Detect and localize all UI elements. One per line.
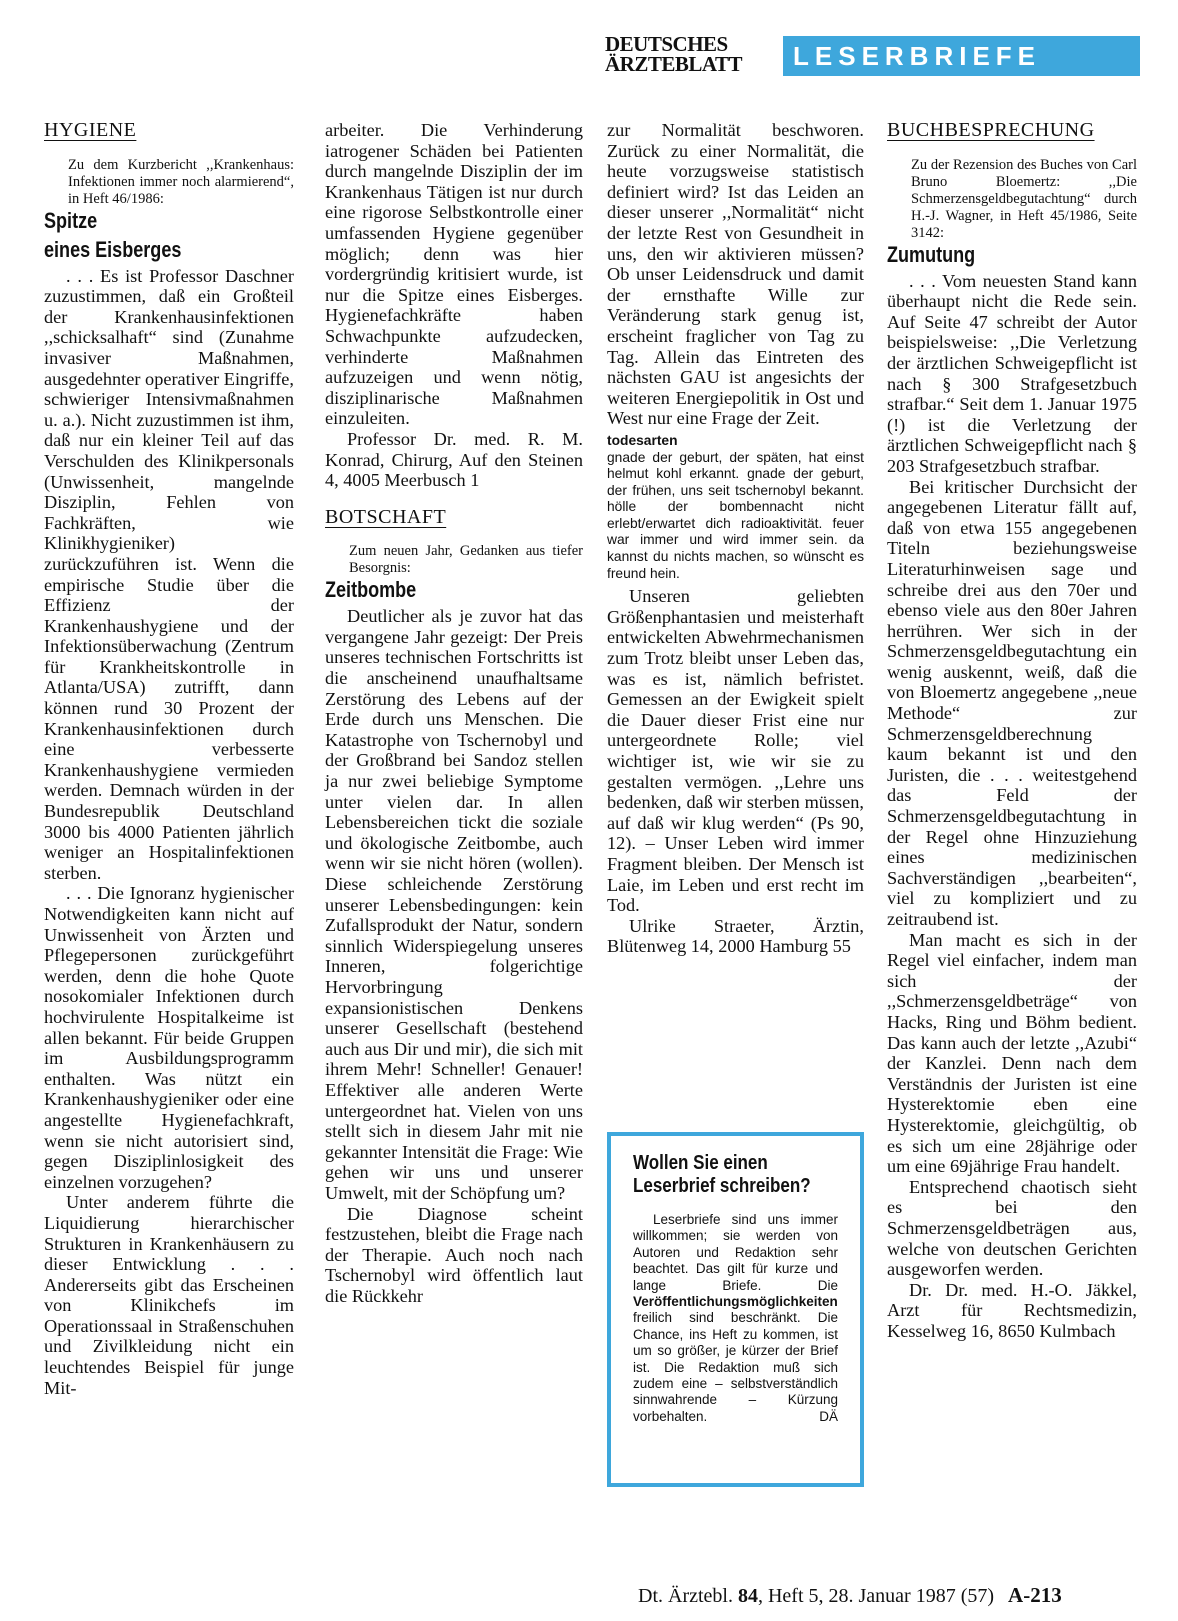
letter-signature: Dr. Dr. med. H.-O. Jäkkel, Arzt für Rechtsmedizin, Kesselweg 16, 8650 Kulmbach	[887, 1279, 1137, 1341]
letter-paragraph: zur Normalität beschworen. Zurück zu einer Normalität, die heute vorzugsweise statistisch definiert wird? Ist das Leiden an dieser unserer ,,Normalität“ nicht der letzte Rest von Gesundheit in uns, den wir aktivieren müssen? Ob unser Leidensdruck und damit der ernsthafte Wille zur Veränderung stark genug ist, erscheint fraglicher von Tag zu Tag. Allein das Eintreten des nächsten GAU ist angesichts der weiteren Energiepolitik in Ost und West nur eine Frage der Zeit.	[607, 120, 864, 429]
poem-title: todesarten	[607, 432, 678, 448]
page-number: A-213	[1008, 1583, 1062, 1607]
info-box-text	[633, 1212, 838, 1425]
letter-paragraph: . . . Vom neuesten Stand kann überhaupt nicht die Rede sein. Auf Seite 47 schreibt der Autor beispielsweise: ,,Die Verletzung der ärztlichen Schweigepflicht ist nach § 300 Strafgesetzbuch strafbar.“ Seit dem 1. Januar 1975 (!) ist die Verletzung der ärztlichen Schweigepflicht nach § 203 Strafgesetzbuch strafbar.	[887, 270, 1137, 476]
footer-journal: Dt. Ärztebl.	[638, 1585, 738, 1607]
poem	[607, 433, 864, 582]
journal-logo-line2: ÄRZTEBLATT	[605, 52, 742, 76]
letter-paragraph: Bei kritischer Durchsicht der angegebenen Literatur fällt auf, daß von etwa 155 angegebenen Titeln beziehungsweise Literaturhinweisen sage und schreibe drei aus den 70er und ebenso viele aus den 80er Jahren herrühren. Wer sich in der Schmerzensgeldbegutachtung ein wenig auskennt, weiß, daß die von Bloemertz angegebene ,,neue Methode“ zur Schmerzensgeldberechnung kaum bekannt ist und den Juristen, die . . . weitestgehend das Feld der Schmerzensgeldbegutachtung in der Regel ohne Hinzuziehung eines medizinischen Sachverständigen ,,bearbeiten“, viel zu kompliziert und zu zeitraubend ist.	[887, 476, 1137, 929]
journal-logo-line1: DEUTSCHES	[605, 32, 728, 56]
page-footer	[638, 1583, 1062, 1608]
info-box-text-part: freilich sind beschränkt. Die Chance, ins Heft zu kommen, ist um so größer, je kürzer der Brief ist. Die Redaktion muß sich zudem eine – selbstverständlich sinnwahrende – Kürzung vorbehalten.	[633, 1310, 838, 1424]
letter-intro: Zu dem Kurzbericht ,,Krankenhaus: Infektionen immer noch alarmierend“, in Heft 46/1986:	[68, 156, 294, 207]
rubric-botschaft: BOTSCHAFT	[325, 505, 447, 528]
footer-volume: 84	[737, 1585, 758, 1607]
letter-paragraph: . . . Es ist Professor Daschner zuzustimmen, daß ein Großteil der Krankenhausinfektionen ,,schicksalhaft“ sind (Zunahme invasiver Maßnahmen, ausgedehnter operativer Eingriffe, schwieriger Intensivmaßnahmen u. a.). Nicht zuzustimmen ist ihm, daß nur ein kleiner Teil auf das Verschulden des Klinikpersonals (Unwissenheit, mangelnde Disziplin, Fehlen von Fachkräften, wie Klinikhygieniker) zurückzuführen ist. Wenn die empirische Studie über die Effizienz der Krankenhaushygiene und der Infektionsüberwachung (Zentrum für Krankheitskontrolle in Atlanta/USA) zutrifft, dann können rund 30 Prozent der Krankenhausinfektionen durch eine verbesserte Krankenhaushygiene vermieden werden. Demnach würden in der Bundesrepublik Deutschland 3000 bis 4000 Patienten jährlich weniger an Hospitalinfektionen sterben.	[44, 265, 294, 883]
letter-paragraph: Man macht es sich in der Regel viel einfacher, indem man sich der ,,Schmerzensgeldbeträge“ von Hacks, Ring und Böhm bedient. Das kann auch der letzte ,,Azubi“ der Kanzlei. Denn nach dem Verständnis der Juristen ist eine Hysterektomie eben eine Hysterektomie, gleichgültig, ob es sich um eine 28jährige oder um eine 69jährige Frau handelt.	[887, 929, 1137, 1177]
section-banner: LESERBRIEFE	[783, 36, 1140, 76]
rubric-buchbesprechung: BUCHBESPRECHUNG	[887, 119, 1095, 141]
poem-text: gnade der geburt, der späten, hat einst helmut kohl erkannt. gnade der geburt, der frühen, uns seit tschernobyl bekannt. hölle der bombennacht nicht erlebt/erwartet dich radioaktivität. feuer war immer und wird immer sein. da kannst du nichts machen, so wünscht es freund hein.	[607, 449, 864, 581]
letter-signature: Professor Dr. med. R. M. Konrad, Chirurg, Auf den Steinen 4, 4005 Meerbusch 1	[325, 428, 583, 491]
info-box-title	[633, 1152, 811, 1198]
info-box-title-line1: Wollen Sie einen	[633, 1152, 768, 1174]
letter-headline-line2: eines Eisberges	[44, 236, 182, 262]
footer-issue: , Heft 5, 28. Januar 1987 (57)	[757, 1585, 995, 1607]
letter-paragraph: Unseren geliebten Größenphantasien und meisterhaft entwickelten Abwehrmechanismen zum Trotz bleibt unser Leben das, was es ist, nämlich befristet. Gemessen an der Ewigkeit spielt die Dauer dieser Frist eine nur untergeordnete Rolle; viel wichtiger ist, wie wir sie zu gestalten vermögen. ,,Lehre uns bedenken, daß wir sterben müssen, auf daß wir klug werden“ (Ps 90, 12). – Unser Leben wird immer Fragment bleiben. Der Mensch ist Laie, im Leben und erst recht im Tod.	[607, 586, 864, 916]
info-box-initials: DÄ	[819, 1408, 838, 1424]
letter-intro: Zu der Rezension des Buches von Carl Bruno Bloemertz: ,,Die Schmerzensgeldbegutachtung“ durch H.-J. Wagner, in Heft 45/1986, Seite 3142:	[911, 156, 1137, 241]
letter-paragraph: . . . Die Ignoranz hygienischer Notwendigkeiten kann nicht auf Unwissenheit von Ärzten und Pflegepersonen zurückgeführt werden, denn die hohe Quote nosokomialer Infektionen durch hochvirulente Hospitalkeime ist allen bekannt. Für beide Gruppen im Ausbildungsprogramm enthalten. Was nützt ein Krankenhaushygieniker oder eine angestellte Hygienefachkraft, wenn sie nicht autorisiert sind, gegen Disziplinlosigkeit des einzelnen vorzugehen?	[44, 883, 294, 1192]
info-box-text-bold: Veröffentlichungsmöglichkeiten	[633, 1294, 838, 1310]
letter-paragraph: Entsprechend chaotisch sieht es bei den Schmerzensgeldbeträgen aus, welche von deutschen Gerichten ausgeworfen werden.	[887, 1176, 1137, 1280]
column-2	[325, 120, 583, 1306]
letter-paragraph: arbeiter. Die Verhinderung iatrogener Schäden bei Patienten durch mangelnde Disziplin der im Krankenhaus Tätigen ist nur durch eine rigorose Selbstkontrolle einer umfassenden Hygiene gegenüber möglich; denn was hier vordergründig kritisiert wurde, ist nur die Spitze eines Eisberges. Hygienefachkräfte haben Schwachpunkte aufzudecken, verhinderte Maßnahmen aufzuzeigen und wenn nötig, disziplinarische Maßnahmen einzuleiten.	[325, 120, 583, 429]
letter-signature: Ulrike Straeter, Ärztin, Blütenweg 14, 2000 Hamburg 55	[607, 915, 864, 957]
letter-headline: Zumutung	[887, 241, 976, 267]
letter-headline: Spitze	[44, 207, 98, 233]
info-box-title-line2: Leserbrief schreiben?	[633, 1175, 811, 1197]
letter-intro: Zum neuen Jahr, Gedanken aus tiefer Besorgnis:	[349, 543, 583, 577]
journal-logo	[605, 34, 773, 74]
column-1	[44, 120, 294, 1398]
rubric-hygiene: HYGIENE	[44, 119, 137, 141]
letter-headline: Zeitbombe	[325, 577, 417, 603]
letter-paragraph: Deutlicher als je zuvor hat das vergangene Jahr gezeigt: Der Preis unseres technischen Fortschritts ist die anscheinend unaufhaltsame Zerstörung des Lebens auf der Erde durch uns Menschen. Die Katastrophe von Tschernobyl und der Großbrand bei Sandoz stellen ja nur zwei beliebige Symptome unter vielen dar. In allen Lebensbereichen tickt die soziale und ökologische Zeitbombe, auch wenn wir sie nicht hören (wollen). Diese schleichende Zerstörung unserer Lebensbedingungen: kein Zufallsprodukt der Natur, sondern sinnlich Widerspiegelung unseres Inneren, folgerichtige Hervorbringung expansionistischen Denkens unserer Gesellschaft (bestehend auch aus Dir und mir), die sich mit ihrem Mehr! Schneller! Genauer! Effektiver alle anderen Werte untergeordnet hat. Vielen von uns stellt sich in diesem Jahr mit nie gekannter Intensität die Frage: Wie gehen wir uns und unserer Umwelt, mit der Schöpfung um?	[325, 606, 583, 1203]
info-box	[607, 1132, 864, 1487]
column-4	[887, 120, 1137, 1341]
info-box-text-part: Leserbriefe sind uns immer willkommen; sie werden von Autoren und Redaktion sehr beachtet. Das gilt für kurze und lange Briefe. Die	[633, 1212, 838, 1293]
column-3	[607, 120, 864, 957]
letter-paragraph: Unter anderem führte die Liquidierung hierarchischer Strukturen in Krankenhäusern zu dieser Entwicklung . . . Andererseits gibt das Erscheinen von Klinikchefs im Operationssaal in Straßenschuhen und Zivilkleidung nicht ein leuchtendes Beispiel für junge Mit-	[44, 1192, 294, 1398]
letter-paragraph: Die Diagnose scheint festzustehen, bleibt die Frage nach der Therapie. Auch noch nach Tschernobyl wird öffentlich laut die Rückkehr	[325, 1203, 583, 1306]
